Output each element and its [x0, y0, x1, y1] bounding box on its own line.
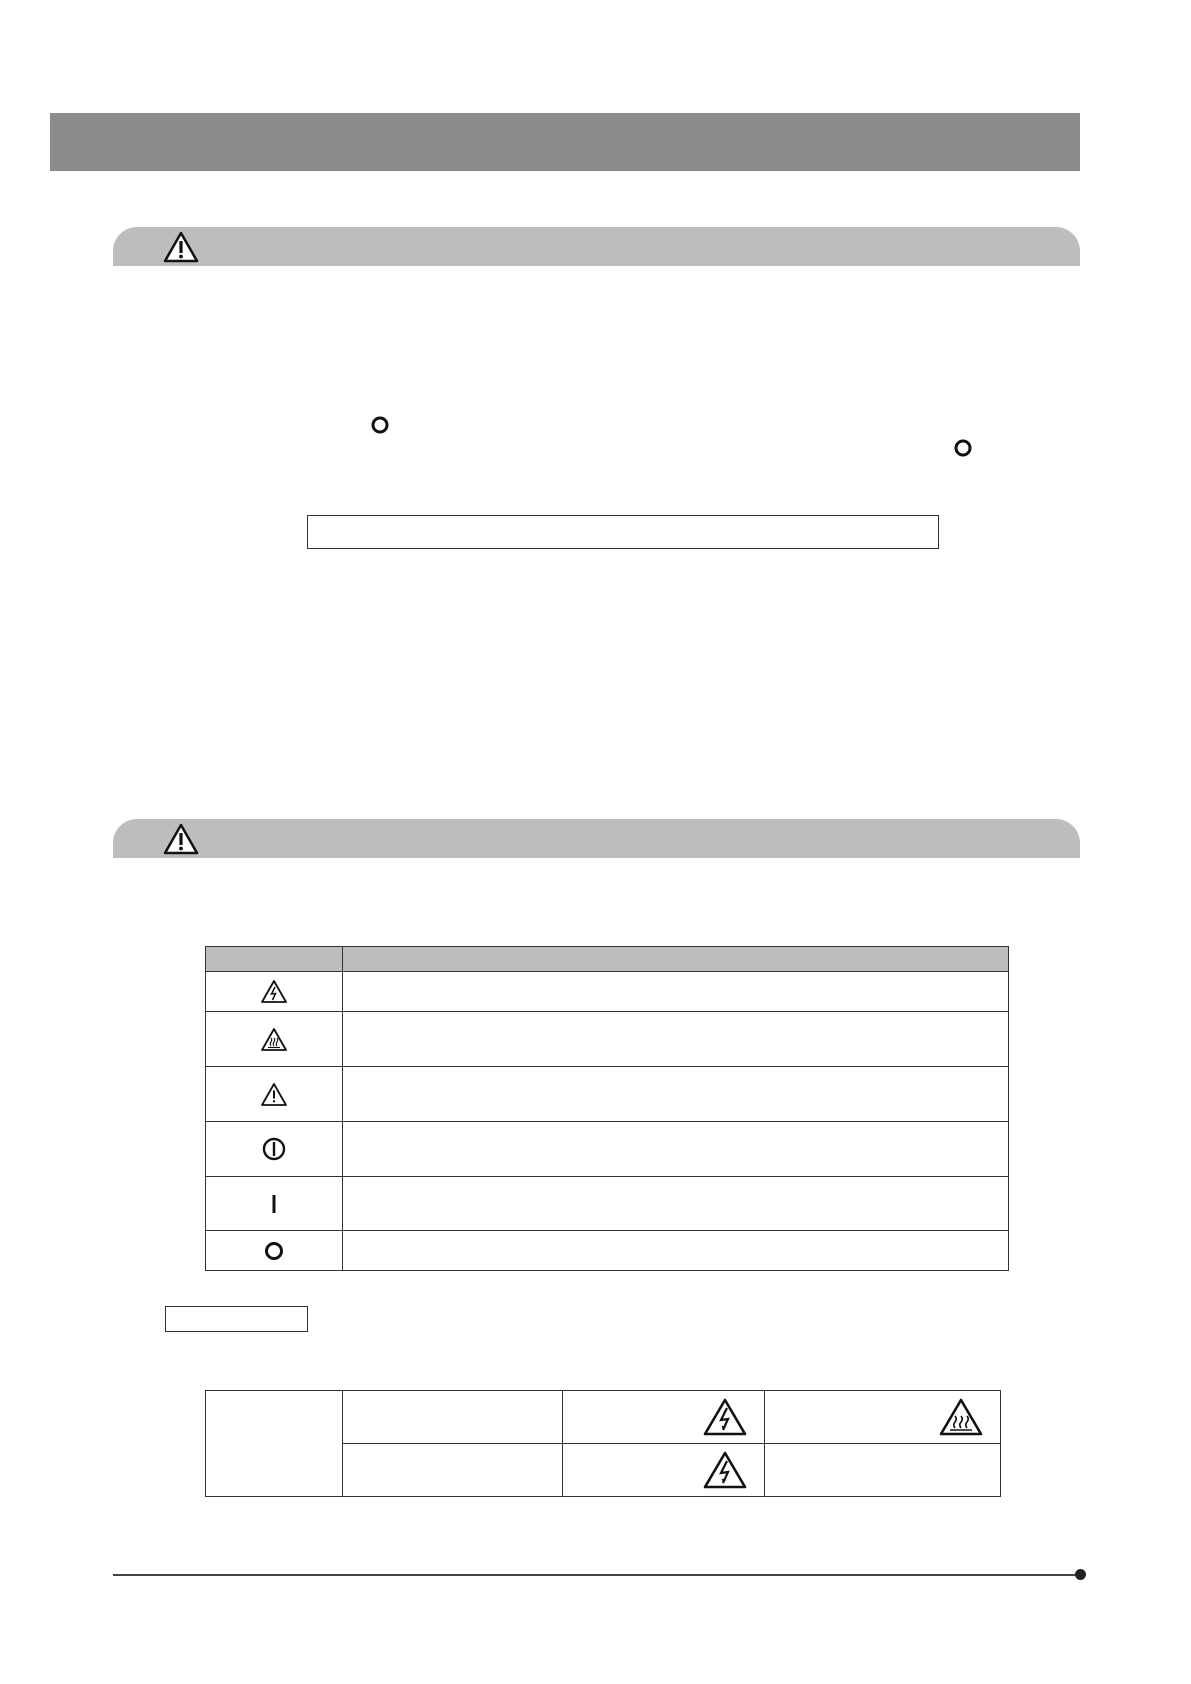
symbol-table	[205, 946, 1009, 1271]
model-cell	[206, 1391, 343, 1497]
label-cell	[765, 1444, 1001, 1497]
footer-rule	[113, 1574, 1080, 1576]
explanation-cell	[343, 1177, 1009, 1231]
hot-surface-warning-icon	[260, 1027, 288, 1052]
table-row	[206, 1122, 1009, 1177]
explanation-cell	[343, 972, 1009, 1012]
explanation-cell	[343, 1067, 1009, 1122]
label-location-cell	[343, 1444, 563, 1497]
label-table	[205, 1390, 1001, 1497]
warning-triangle-icon	[163, 231, 199, 263]
off-circle-icon	[953, 438, 973, 458]
warning-triangle-icon	[163, 823, 199, 855]
table-row	[206, 1012, 1009, 1067]
label-cell	[765, 1391, 1001, 1444]
caption-box	[165, 1306, 308, 1332]
label-location-cell	[343, 1391, 563, 1444]
table-row	[206, 1391, 1001, 1444]
label-cell	[563, 1391, 765, 1444]
explanation-cell	[343, 1231, 1009, 1271]
general-caution-icon	[260, 1082, 288, 1107]
notice-box	[307, 515, 939, 549]
header-cell-symbol	[206, 947, 343, 972]
label-cell	[563, 1444, 765, 1497]
header-band	[50, 113, 1080, 171]
explanation-cell	[343, 1122, 1009, 1177]
table-row	[206, 1067, 1009, 1122]
symbol-cell	[206, 972, 343, 1012]
power-on-off-icon	[261, 1136, 287, 1162]
explanation-cell	[343, 1012, 1009, 1067]
table-row	[206, 972, 1009, 1012]
symbol-cell	[206, 1067, 343, 1122]
symbol-cell	[206, 1231, 343, 1271]
section-2-heading	[113, 819, 1080, 858]
section-1-heading	[113, 227, 1080, 266]
table-row	[206, 1231, 1009, 1271]
symbol-cell	[206, 1177, 343, 1231]
header-cell-explanation	[343, 947, 1009, 972]
footer-dot	[1075, 1569, 1086, 1580]
hot-surface-warning-icon	[938, 1397, 984, 1437]
power-off-icon	[263, 1240, 285, 1262]
electric-shock-warning-icon	[702, 1450, 748, 1490]
symbol-cell	[206, 1012, 343, 1067]
symbol-table-header	[206, 947, 1009, 972]
electric-shock-warning-icon	[702, 1397, 748, 1437]
power-on-icon	[269, 1193, 279, 1215]
table-row	[206, 1177, 1009, 1231]
symbol-cell	[206, 1122, 343, 1177]
electric-shock-warning-icon	[260, 979, 288, 1004]
off-circle-icon	[370, 415, 390, 435]
